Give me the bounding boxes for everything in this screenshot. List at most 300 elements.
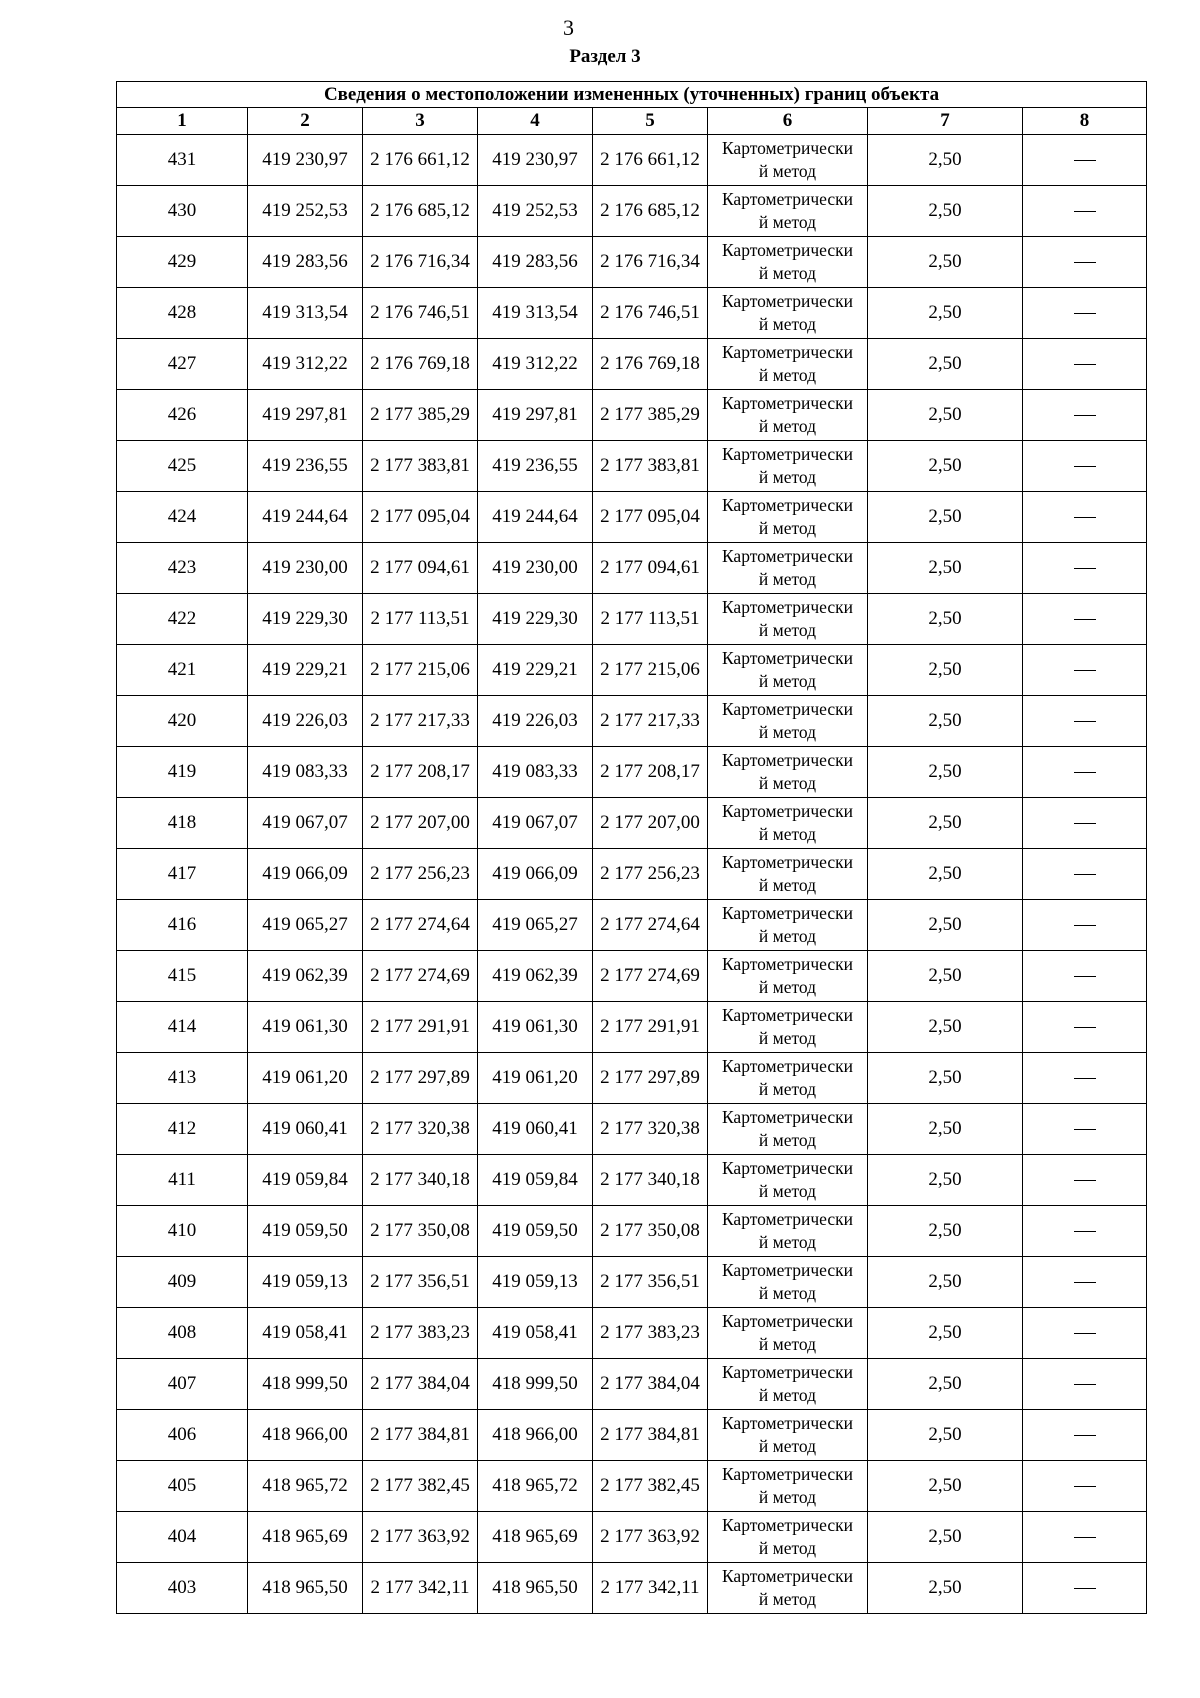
dash-icon — [1074, 1384, 1096, 1385]
method-cell — [708, 1104, 868, 1155]
y-new-cell: 2 177 094,61 — [593, 543, 708, 594]
point-number-cell: 420 — [117, 696, 248, 747]
point-number-cell: 427 — [117, 339, 248, 390]
y-new-cell: 2 176 716,34 — [593, 237, 708, 288]
table-row — [117, 1104, 1147, 1155]
method-text-line2: й метод — [758, 1487, 817, 1507]
point-number-cell: 406 — [117, 1410, 248, 1461]
x-new-cell: 418 965,72 — [478, 1461, 593, 1512]
x-existing-cell: 419 062,39 — [248, 951, 363, 1002]
y-existing-cell: 2 177 383,81 — [363, 441, 478, 492]
dash-icon — [1074, 262, 1096, 263]
y-existing-cell: 2 177 274,69 — [363, 951, 478, 1002]
method-text-line1: Картометрически — [721, 1107, 854, 1127]
accuracy-cell: 2,50 — [868, 186, 1023, 237]
point-number-cell: 415 — [117, 951, 248, 1002]
dash-icon — [1074, 1537, 1096, 1538]
method-text-line1: Картометрически — [721, 291, 854, 311]
method-cell — [708, 594, 868, 645]
table-row — [117, 441, 1147, 492]
y-new-cell: 2 176 661,12 — [593, 135, 708, 186]
method-cell — [708, 1359, 868, 1410]
x-existing-cell: 419 230,00 — [248, 543, 363, 594]
method-cell — [708, 1053, 868, 1104]
y-new-cell: 2 177 215,06 — [593, 645, 708, 696]
y-new-cell: 2 177 207,00 — [593, 798, 708, 849]
table-title: Сведения о местоположении измененных (уточненных) границ объекта — [117, 82, 1147, 108]
x-existing-cell: 419 313,54 — [248, 288, 363, 339]
dash-icon — [1074, 1231, 1096, 1232]
description-cell — [1023, 390, 1147, 441]
x-new-cell: 419 065,27 — [478, 900, 593, 951]
method-text-line2: й метод — [758, 212, 817, 232]
description-cell — [1023, 1308, 1147, 1359]
y-existing-cell: 2 177 291,91 — [363, 1002, 478, 1053]
x-existing-cell: 418 965,69 — [248, 1512, 363, 1563]
point-number-cell: 424 — [117, 492, 248, 543]
method-text-line2: й метод — [758, 416, 817, 436]
y-existing-cell: 2 176 769,18 — [363, 339, 478, 390]
accuracy-cell: 2,50 — [868, 1002, 1023, 1053]
point-number-cell: 428 — [117, 288, 248, 339]
y-existing-cell: 2 176 746,51 — [363, 288, 478, 339]
point-number-cell: 418 — [117, 798, 248, 849]
method-text-line1: Картометрически — [721, 189, 854, 209]
method-cell — [708, 1155, 868, 1206]
point-number-cell: 407 — [117, 1359, 248, 1410]
x-new-cell: 419 283,56 — [478, 237, 593, 288]
accuracy-cell: 2,50 — [868, 492, 1023, 543]
x-new-cell: 418 999,50 — [478, 1359, 593, 1410]
method-text-line1: Картометрически — [721, 1566, 854, 1586]
method-cell — [708, 1308, 868, 1359]
table-row — [117, 849, 1147, 900]
column-number: 3 — [363, 108, 478, 135]
method-text-line2: й метод — [758, 1232, 817, 1252]
x-existing-cell: 419 230,97 — [248, 135, 363, 186]
table-row — [117, 1410, 1147, 1461]
point-number-cell: 409 — [117, 1257, 248, 1308]
column-number: 8 — [1023, 108, 1147, 135]
dash-icon — [1074, 670, 1096, 671]
method-text-line2: й метод — [758, 365, 817, 385]
x-new-cell: 419 061,30 — [478, 1002, 593, 1053]
dash-icon — [1074, 1180, 1096, 1181]
y-new-cell: 2 177 274,64 — [593, 900, 708, 951]
accuracy-cell: 2,50 — [868, 288, 1023, 339]
method-text-line1: Картометрически — [721, 597, 854, 617]
y-existing-cell: 2 177 208,17 — [363, 747, 478, 798]
dash-icon — [1074, 823, 1096, 824]
x-new-cell: 419 297,81 — [478, 390, 593, 441]
x-new-cell: 419 062,39 — [478, 951, 593, 1002]
method-cell — [708, 1512, 868, 1563]
method-text-line2: й метод — [758, 875, 817, 895]
dash-icon — [1074, 568, 1096, 569]
y-new-cell: 2 177 340,18 — [593, 1155, 708, 1206]
x-existing-cell: 418 966,00 — [248, 1410, 363, 1461]
point-number-cell: 405 — [117, 1461, 248, 1512]
x-existing-cell: 419 065,27 — [248, 900, 363, 951]
x-new-cell: 419 229,30 — [478, 594, 593, 645]
method-text-line1: Картометрически — [721, 852, 854, 872]
method-text-line1: Картометрически — [721, 240, 854, 260]
column-number: 4 — [478, 108, 593, 135]
method-text-line2: й метод — [758, 977, 817, 997]
table-body — [117, 135, 1147, 1614]
method-text-line2: й метод — [758, 926, 817, 946]
description-cell — [1023, 543, 1147, 594]
y-existing-cell: 2 177 215,06 — [363, 645, 478, 696]
description-cell — [1023, 1002, 1147, 1053]
y-new-cell: 2 177 384,04 — [593, 1359, 708, 1410]
point-number-cell: 429 — [117, 237, 248, 288]
page-number: 3 — [563, 15, 574, 40]
method-text-line2: й метод — [758, 1028, 817, 1048]
column-number: 1 — [117, 108, 248, 135]
method-text-line1: Картометрически — [721, 1362, 854, 1382]
dash-icon — [1074, 1078, 1096, 1079]
description-cell — [1023, 135, 1147, 186]
method-text-line1: Картометрически — [721, 699, 854, 719]
accuracy-cell: 2,50 — [868, 798, 1023, 849]
point-number-cell: 403 — [117, 1563, 248, 1614]
dash-icon — [1074, 874, 1096, 875]
method-cell — [708, 747, 868, 798]
y-existing-cell: 2 177 382,45 — [363, 1461, 478, 1512]
table-row — [117, 1461, 1147, 1512]
method-cell — [708, 645, 868, 696]
y-new-cell: 2 177 385,29 — [593, 390, 708, 441]
method-text-line1: Картометрически — [721, 1260, 854, 1280]
y-existing-cell: 2 177 095,04 — [363, 492, 478, 543]
method-text-line1: Картометрически — [721, 444, 854, 464]
dash-icon — [1074, 415, 1096, 416]
description-cell — [1023, 900, 1147, 951]
x-new-cell: 419 230,97 — [478, 135, 593, 186]
method-cell — [708, 696, 868, 747]
accuracy-cell: 2,50 — [868, 339, 1023, 390]
accuracy-cell: 2,50 — [868, 900, 1023, 951]
x-new-cell: 419 059,13 — [478, 1257, 593, 1308]
point-number-cell: 411 — [117, 1155, 248, 1206]
y-existing-cell: 2 177 320,38 — [363, 1104, 478, 1155]
dash-icon — [1074, 1282, 1096, 1283]
x-existing-cell: 419 283,56 — [248, 237, 363, 288]
dash-icon — [1074, 364, 1096, 365]
y-existing-cell: 2 177 350,08 — [363, 1206, 478, 1257]
y-new-cell: 2 177 113,51 — [593, 594, 708, 645]
y-existing-cell: 2 177 094,61 — [363, 543, 478, 594]
dash-icon — [1074, 1129, 1096, 1130]
x-new-cell: 419 059,50 — [478, 1206, 593, 1257]
method-cell — [708, 288, 868, 339]
method-text-line1: Картометрически — [721, 954, 854, 974]
description-cell — [1023, 1410, 1147, 1461]
y-existing-cell: 2 177 385,29 — [363, 390, 478, 441]
x-new-cell: 419 230,00 — [478, 543, 593, 594]
column-number: 6 — [708, 108, 868, 135]
table-row — [117, 1257, 1147, 1308]
description-cell — [1023, 747, 1147, 798]
dash-icon — [1074, 772, 1096, 773]
point-number-cell: 413 — [117, 1053, 248, 1104]
column-number: 7 — [868, 108, 1023, 135]
dash-icon — [1074, 1588, 1096, 1589]
description-cell — [1023, 645, 1147, 696]
x-existing-cell: 418 999,50 — [248, 1359, 363, 1410]
x-existing-cell: 419 244,64 — [248, 492, 363, 543]
method-cell — [708, 1206, 868, 1257]
y-new-cell: 2 177 342,11 — [593, 1563, 708, 1614]
accuracy-cell: 2,50 — [868, 1563, 1023, 1614]
table-row — [117, 543, 1147, 594]
accuracy-cell: 2,50 — [868, 441, 1023, 492]
point-number-cell: 422 — [117, 594, 248, 645]
description-cell — [1023, 1257, 1147, 1308]
x-new-cell: 419 059,84 — [478, 1155, 593, 1206]
method-text-line1: Картометрически — [721, 1158, 854, 1178]
point-number-cell: 416 — [117, 900, 248, 951]
table-row — [117, 1359, 1147, 1410]
method-text-line2: й метод — [758, 1538, 817, 1558]
y-new-cell: 2 177 297,89 — [593, 1053, 708, 1104]
point-number-cell: 419 — [117, 747, 248, 798]
y-new-cell: 2 177 363,92 — [593, 1512, 708, 1563]
x-existing-cell: 419 229,30 — [248, 594, 363, 645]
method-cell — [708, 543, 868, 594]
y-new-cell: 2 177 291,91 — [593, 1002, 708, 1053]
y-existing-cell: 2 177 207,00 — [363, 798, 478, 849]
accuracy-cell: 2,50 — [868, 696, 1023, 747]
dash-icon — [1074, 1333, 1096, 1334]
table-row — [117, 1053, 1147, 1104]
method-cell — [708, 798, 868, 849]
dash-icon — [1074, 1027, 1096, 1028]
method-text-line1: Картометрически — [721, 1005, 854, 1025]
x-existing-cell: 419 059,84 — [248, 1155, 363, 1206]
y-existing-cell: 2 177 297,89 — [363, 1053, 478, 1104]
x-new-cell: 419 058,41 — [478, 1308, 593, 1359]
table-row — [117, 645, 1147, 696]
accuracy-cell: 2,50 — [868, 747, 1023, 798]
description-cell — [1023, 1563, 1147, 1614]
method-text-line2: й метод — [758, 467, 817, 487]
x-existing-cell: 419 066,09 — [248, 849, 363, 900]
accuracy-cell: 2,50 — [868, 237, 1023, 288]
dash-icon — [1074, 925, 1096, 926]
method-text-line2: й метод — [758, 1334, 817, 1354]
table-row — [117, 288, 1147, 339]
table-row — [117, 492, 1147, 543]
table-row — [117, 1155, 1147, 1206]
method-cell — [708, 1461, 868, 1512]
y-new-cell: 2 177 383,81 — [593, 441, 708, 492]
dash-icon — [1074, 619, 1096, 620]
x-new-cell: 419 066,09 — [478, 849, 593, 900]
table-row — [117, 594, 1147, 645]
y-new-cell: 2 177 256,23 — [593, 849, 708, 900]
method-text-line1: Картометрически — [721, 546, 854, 566]
dash-icon — [1074, 313, 1096, 314]
dash-icon — [1074, 466, 1096, 467]
method-cell — [708, 951, 868, 1002]
point-number-cell: 410 — [117, 1206, 248, 1257]
x-new-cell: 419 067,07 — [478, 798, 593, 849]
description-cell — [1023, 1461, 1147, 1512]
method-text-line1: Картометрически — [721, 1413, 854, 1433]
method-text-line2: й метод — [758, 773, 817, 793]
point-number-cell: 414 — [117, 1002, 248, 1053]
x-existing-cell: 419 061,20 — [248, 1053, 363, 1104]
method-text-line1: Картометрически — [721, 1056, 854, 1076]
x-existing-cell: 419 252,53 — [248, 186, 363, 237]
accuracy-cell: 2,50 — [868, 594, 1023, 645]
y-existing-cell: 2 177 383,23 — [363, 1308, 478, 1359]
method-cell — [708, 492, 868, 543]
y-existing-cell: 2 177 384,81 — [363, 1410, 478, 1461]
dash-icon — [1074, 721, 1096, 722]
y-existing-cell: 2 177 384,04 — [363, 1359, 478, 1410]
boundary-coordinates-table — [116, 81, 1147, 1614]
method-text-line2: й метод — [758, 569, 817, 589]
x-new-cell: 418 966,00 — [478, 1410, 593, 1461]
dash-icon — [1074, 211, 1096, 212]
point-number-cell: 412 — [117, 1104, 248, 1155]
method-cell — [708, 1257, 868, 1308]
method-text-line2: й метод — [758, 671, 817, 691]
x-new-cell: 419 060,41 — [478, 1104, 593, 1155]
dash-icon — [1074, 976, 1096, 977]
method-text-line1: Картометрически — [721, 903, 854, 923]
description-cell — [1023, 1206, 1147, 1257]
accuracy-cell: 2,50 — [868, 1053, 1023, 1104]
x-new-cell: 419 312,22 — [478, 339, 593, 390]
table-row — [117, 747, 1147, 798]
description-cell — [1023, 186, 1147, 237]
y-new-cell: 2 177 208,17 — [593, 747, 708, 798]
description-cell — [1023, 441, 1147, 492]
x-new-cell: 419 061,20 — [478, 1053, 593, 1104]
table-row — [117, 1563, 1147, 1614]
method-cell — [708, 1410, 868, 1461]
y-existing-cell: 2 177 256,23 — [363, 849, 478, 900]
x-new-cell: 419 252,53 — [478, 186, 593, 237]
table-row — [117, 951, 1147, 1002]
dash-icon — [1074, 1435, 1096, 1436]
y-existing-cell: 2 177 340,18 — [363, 1155, 478, 1206]
method-text-line2: й метод — [758, 620, 817, 640]
table-row — [117, 696, 1147, 747]
description-cell — [1023, 951, 1147, 1002]
method-text-line2: й метод — [758, 1436, 817, 1456]
y-new-cell: 2 176 769,18 — [593, 339, 708, 390]
dash-icon — [1074, 160, 1096, 161]
y-existing-cell: 2 177 356,51 — [363, 1257, 478, 1308]
description-cell — [1023, 1512, 1147, 1563]
y-new-cell: 2 176 685,12 — [593, 186, 708, 237]
table-row — [117, 1206, 1147, 1257]
table-row — [117, 339, 1147, 390]
x-existing-cell: 419 059,13 — [248, 1257, 363, 1308]
x-new-cell: 419 313,54 — [478, 288, 593, 339]
y-new-cell: 2 177 383,23 — [593, 1308, 708, 1359]
x-existing-cell: 419 229,21 — [248, 645, 363, 696]
method-cell — [708, 1563, 868, 1614]
method-text-line2: й метод — [758, 314, 817, 334]
method-text-line1: Картометрически — [721, 1209, 854, 1229]
point-number-cell: 425 — [117, 441, 248, 492]
method-text-line2: й метод — [758, 518, 817, 538]
method-text-line2: й метод — [758, 1130, 817, 1150]
method-text-line1: Картометрически — [721, 648, 854, 668]
method-cell — [708, 849, 868, 900]
method-text-line2: й метод — [758, 1181, 817, 1201]
description-cell — [1023, 1104, 1147, 1155]
description-cell — [1023, 237, 1147, 288]
x-existing-cell: 419 236,55 — [248, 441, 363, 492]
x-existing-cell: 419 083,33 — [248, 747, 363, 798]
table-row — [117, 390, 1147, 441]
y-existing-cell: 2 177 217,33 — [363, 696, 478, 747]
method-text-line1: Картометрически — [721, 1311, 854, 1331]
point-number-cell: 421 — [117, 645, 248, 696]
accuracy-cell: 2,50 — [868, 1257, 1023, 1308]
y-new-cell: 2 177 384,81 — [593, 1410, 708, 1461]
x-new-cell: 419 083,33 — [478, 747, 593, 798]
y-existing-cell: 2 176 661,12 — [363, 135, 478, 186]
dash-icon — [1074, 517, 1096, 518]
description-cell — [1023, 594, 1147, 645]
y-new-cell: 2 176 746,51 — [593, 288, 708, 339]
method-text-line2: й метод — [758, 263, 817, 283]
description-cell — [1023, 339, 1147, 390]
point-number-cell: 426 — [117, 390, 248, 441]
method-text-line1: Картометрически — [721, 393, 854, 413]
y-existing-cell: 2 177 113,51 — [363, 594, 478, 645]
description-cell — [1023, 1053, 1147, 1104]
method-text-line2: й метод — [758, 1589, 817, 1609]
method-text-line1: Картометрически — [721, 138, 854, 158]
accuracy-cell: 2,50 — [868, 849, 1023, 900]
method-cell — [708, 1002, 868, 1053]
method-text-line1: Картометрически — [721, 1515, 854, 1535]
method-cell — [708, 441, 868, 492]
x-existing-cell: 418 965,50 — [248, 1563, 363, 1614]
method-text-line2: й метод — [758, 824, 817, 844]
table-row — [117, 1002, 1147, 1053]
x-existing-cell: 419 058,41 — [248, 1308, 363, 1359]
method-text-line1: Картометрически — [721, 1464, 854, 1484]
point-number-cell: 430 — [117, 186, 248, 237]
section-title: Раздел 3 — [569, 46, 641, 67]
description-cell — [1023, 798, 1147, 849]
x-existing-cell: 419 059,50 — [248, 1206, 363, 1257]
x-new-cell: 419 244,64 — [478, 492, 593, 543]
accuracy-cell: 2,50 — [868, 645, 1023, 696]
accuracy-cell: 2,50 — [868, 390, 1023, 441]
y-new-cell: 2 177 350,08 — [593, 1206, 708, 1257]
point-number-cell: 431 — [117, 135, 248, 186]
point-number-cell: 408 — [117, 1308, 248, 1359]
y-existing-cell: 2 177 363,92 — [363, 1512, 478, 1563]
method-cell — [708, 237, 868, 288]
method-cell — [708, 186, 868, 237]
y-new-cell: 2 177 356,51 — [593, 1257, 708, 1308]
x-existing-cell: 418 965,72 — [248, 1461, 363, 1512]
description-cell — [1023, 288, 1147, 339]
y-new-cell: 2 177 320,38 — [593, 1104, 708, 1155]
